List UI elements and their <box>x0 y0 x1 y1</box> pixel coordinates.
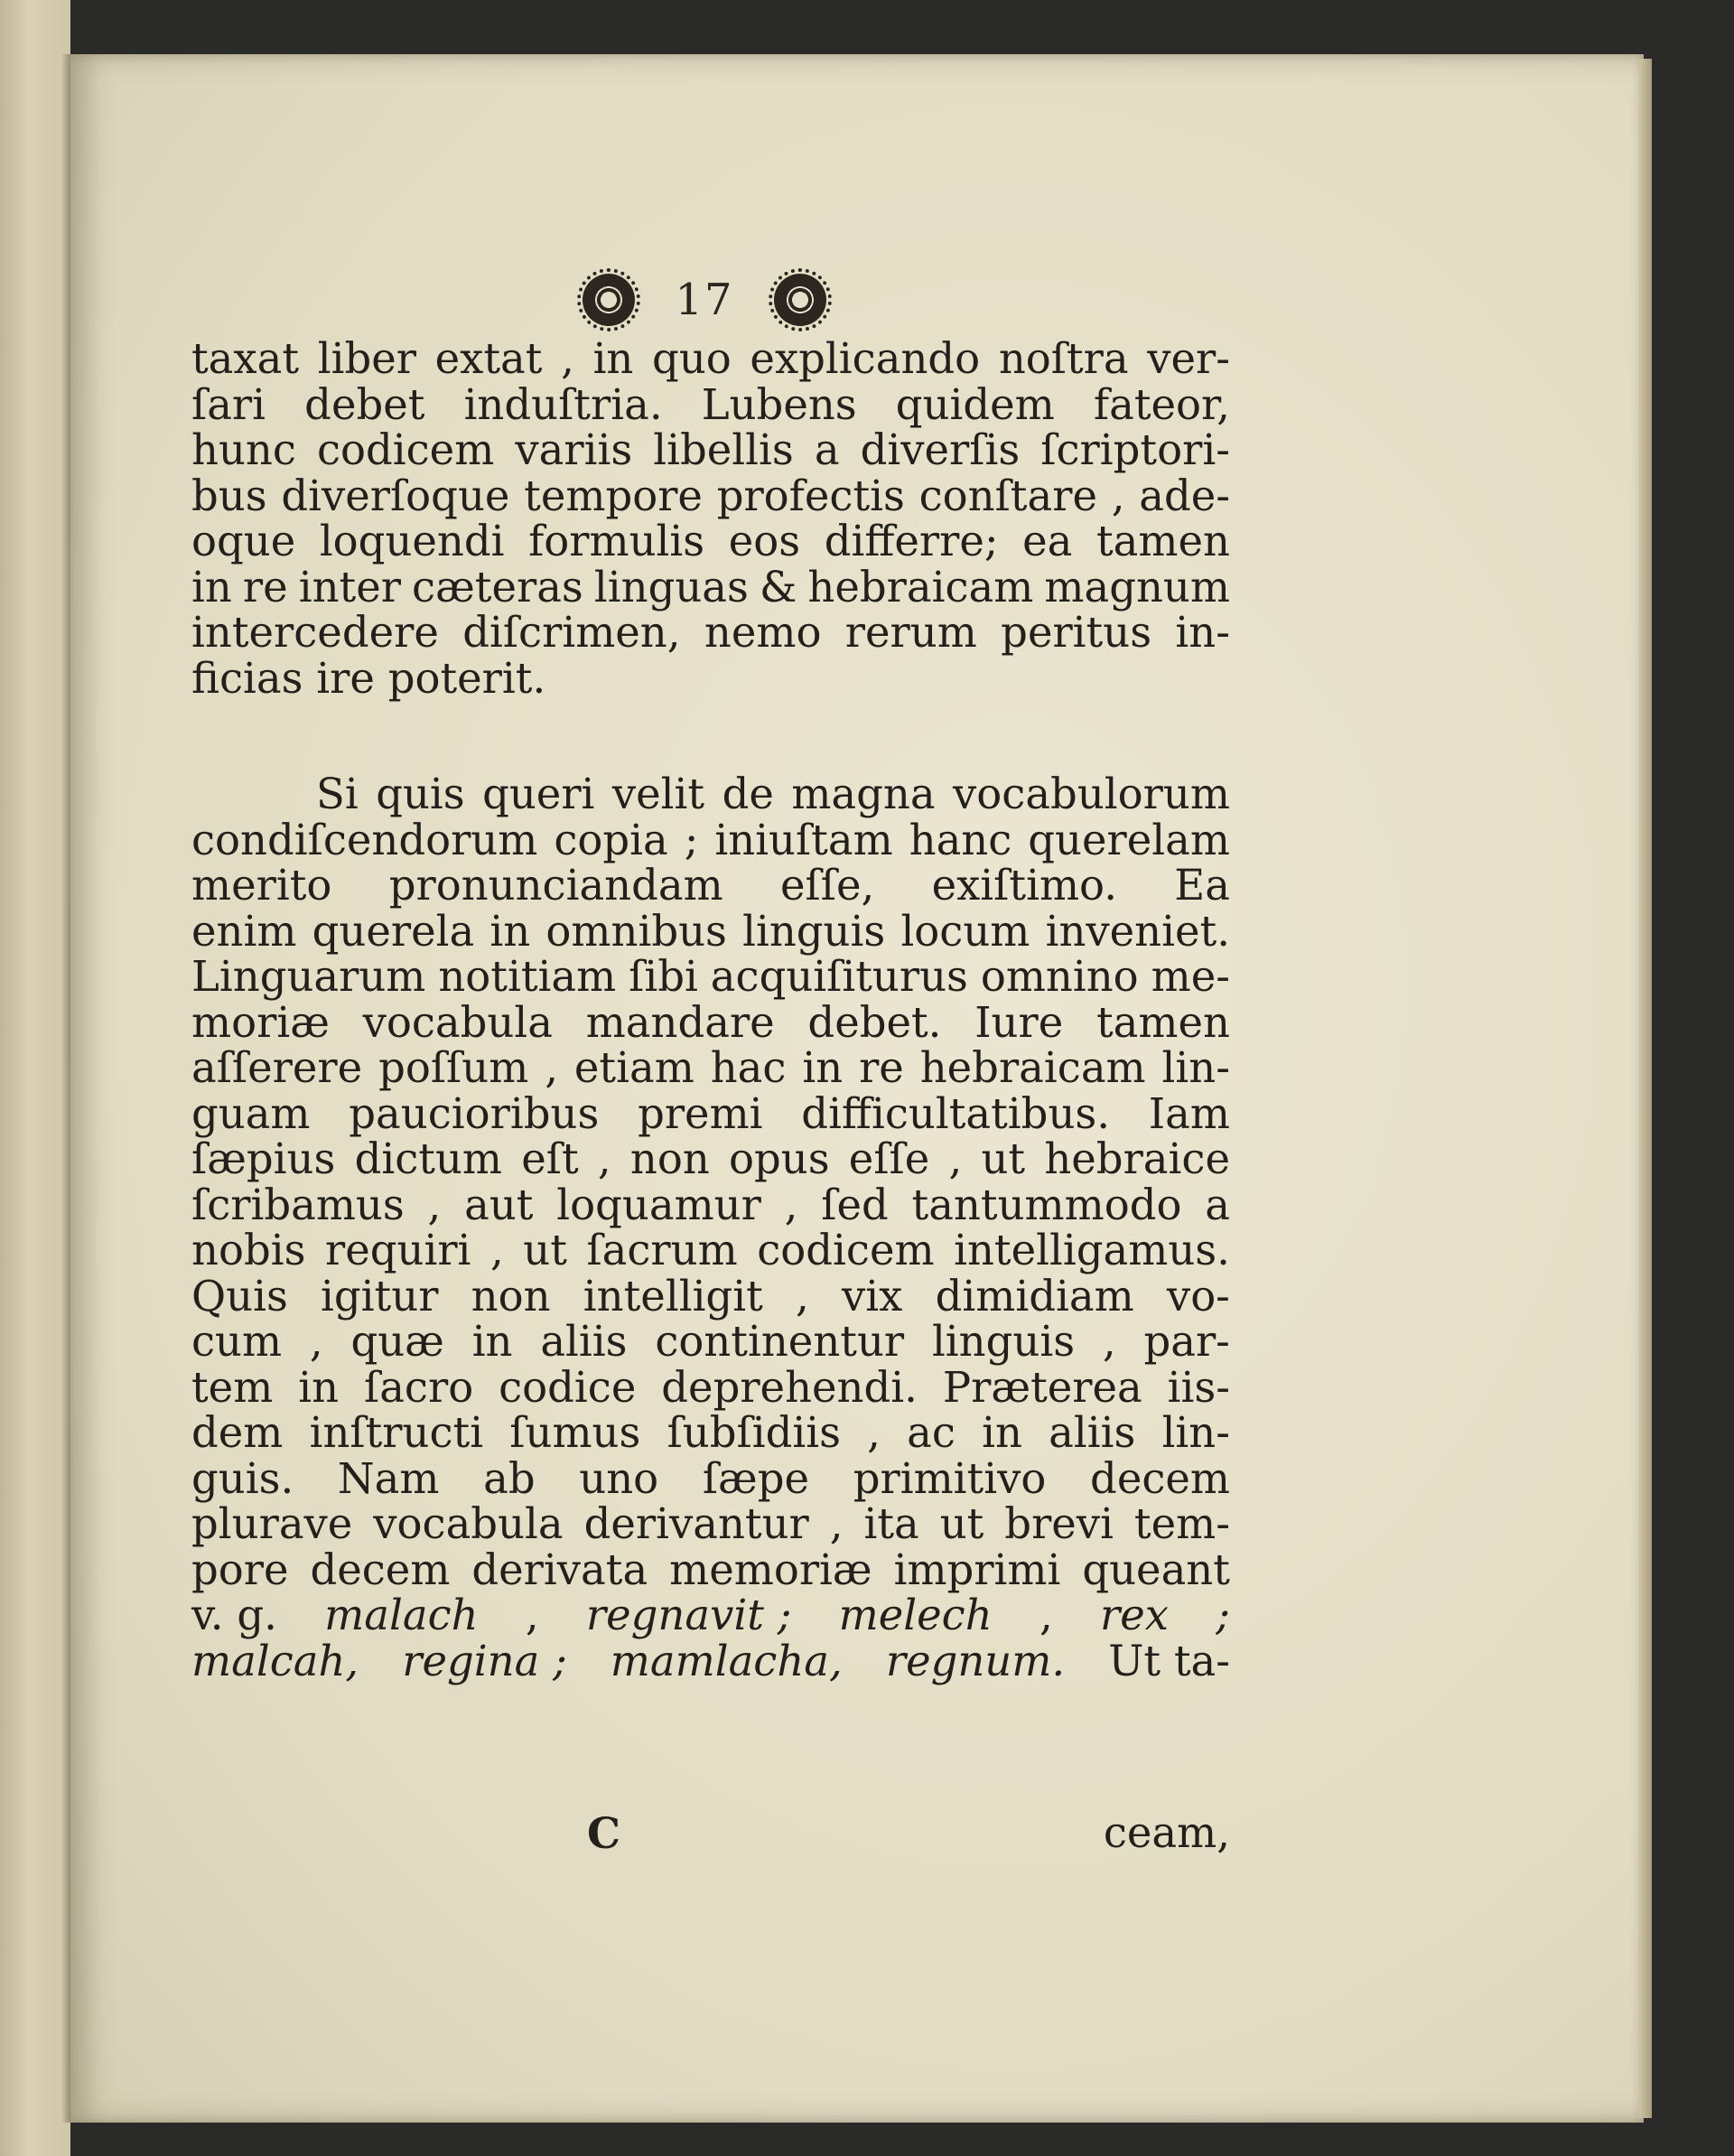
word: cæteras <box>412 562 583 611</box>
word: quo <box>652 334 732 383</box>
word: paucioribus <box>349 1088 600 1138</box>
text-line <box>191 610 1230 656</box>
word: difficultatibus. <box>801 1088 1111 1138</box>
word: Linguarum <box>191 952 426 1001</box>
word: diverſoque <box>281 471 510 520</box>
word: ſcribamus <box>191 1180 405 1229</box>
word: ſcriptori- <box>1040 425 1230 474</box>
word: primitivo <box>853 1453 1047 1503</box>
rosette-ornament-right-icon <box>774 274 826 326</box>
text-line <box>191 1547 1230 1593</box>
example-word: malach <box>324 1591 479 1639</box>
word: ſari <box>191 379 266 429</box>
word: peritus <box>1001 608 1152 657</box>
word: hebraicam <box>807 562 1034 611</box>
word: velit <box>611 770 705 818</box>
word: etiam <box>573 1043 695 1092</box>
word: eſſe, <box>780 861 875 910</box>
example-word: Ut ta- <box>1108 1636 1230 1685</box>
word: nemo <box>704 608 822 657</box>
word: ade- <box>1139 471 1230 520</box>
word: codicem <box>316 425 495 474</box>
word: omnibus <box>545 906 727 956</box>
example-word: mamlacha, <box>610 1636 843 1685</box>
text-line <box>191 997 1230 1047</box>
word: tantummodo <box>911 1180 1182 1229</box>
word: iniuſtam <box>714 815 893 864</box>
word: brevi <box>1004 1499 1114 1548</box>
signature-mark: C <box>587 1808 621 1858</box>
text-line <box>191 954 1230 1000</box>
word: ut <box>523 1226 567 1274</box>
word: in <box>802 1043 844 1092</box>
example-line <box>191 1592 1230 1638</box>
word: ver- <box>1147 334 1230 383</box>
word: aliis <box>1049 1408 1136 1457</box>
word: ſubſidiis <box>667 1408 841 1457</box>
word: a <box>814 425 840 474</box>
word: , <box>829 1499 844 1548</box>
facing-page-edge <box>0 0 70 2156</box>
paragraph-gap <box>191 701 1230 771</box>
word: ab <box>483 1453 536 1503</box>
word: re <box>859 1043 904 1092</box>
word: , <box>597 1134 611 1183</box>
word: ſacro <box>363 1362 474 1412</box>
word: differre; <box>824 517 999 565</box>
text-line <box>191 771 1230 817</box>
word: eſt <box>521 1134 579 1183</box>
text-line <box>191 1136 1230 1182</box>
page-header <box>551 264 858 336</box>
word: merito <box>191 861 332 910</box>
word: re <box>242 562 288 611</box>
word: eſſe <box>848 1134 930 1183</box>
word: , <box>489 1226 504 1274</box>
word: , <box>309 1317 323 1366</box>
word: queri <box>482 770 595 818</box>
word: Si <box>316 770 359 818</box>
text-line <box>191 906 1230 956</box>
word: ſacrum <box>586 1226 738 1274</box>
text-line <box>191 1182 1230 1228</box>
word: decem <box>1090 1453 1230 1503</box>
word: tem- <box>1133 1499 1230 1548</box>
word: omnino <box>980 952 1139 1001</box>
word: intelligamus. <box>954 1226 1230 1274</box>
text-line <box>191 1410 1230 1456</box>
word: Nam <box>337 1453 440 1503</box>
text-line <box>191 427 1230 473</box>
word: quæ <box>350 1317 444 1366</box>
word: in <box>191 562 232 611</box>
page-number: 17 <box>675 275 734 325</box>
word: derivata <box>471 1545 648 1594</box>
word: tem <box>191 1362 274 1412</box>
word: non <box>629 1134 710 1183</box>
page-fore-edge <box>1639 59 1652 2118</box>
word: noſtra <box>998 334 1129 383</box>
word: ut <box>981 1134 1026 1183</box>
word: , <box>427 1180 442 1229</box>
word: poſſum <box>378 1043 529 1092</box>
word: in- <box>1175 608 1230 657</box>
example-word: , <box>1039 1591 1053 1639</box>
word: vocabula <box>373 1499 564 1548</box>
word: de <box>722 770 774 818</box>
word: variis <box>515 425 633 474</box>
word: explicando <box>750 334 981 383</box>
word: iis- <box>1167 1362 1230 1412</box>
text-line <box>191 1227 1230 1274</box>
word: par- <box>1143 1317 1230 1366</box>
body-text <box>191 336 1230 1684</box>
word: ea <box>1022 517 1073 565</box>
word: rerum <box>844 608 977 657</box>
word: taxat <box>191 334 300 383</box>
word: deprehendi. <box>661 1362 918 1412</box>
text-line <box>191 817 1230 863</box>
word: guam <box>191 1088 311 1138</box>
word: hanc <box>909 815 1012 864</box>
text-line <box>191 1319 1230 1365</box>
word: intelligit <box>583 1271 763 1321</box>
word: debet. <box>807 997 942 1047</box>
word: copia <box>554 815 668 864</box>
word: dem <box>191 1408 284 1457</box>
word: libellis <box>653 425 794 474</box>
word: inveniet. <box>1045 906 1230 956</box>
word: hebraicam <box>919 1043 1146 1092</box>
book-gutter <box>61 54 70 2123</box>
word: decem <box>310 1545 451 1594</box>
example-word: ; <box>1216 1591 1230 1639</box>
text-line <box>191 1362 1230 1412</box>
word: Præterea <box>942 1362 1142 1412</box>
example-line <box>191 1638 1230 1685</box>
example-word: , <box>525 1591 539 1639</box>
word: dictum <box>354 1134 503 1183</box>
word: aliis <box>540 1317 628 1366</box>
word: quis <box>376 770 465 818</box>
word: bus <box>191 471 267 520</box>
word: in <box>471 1317 513 1366</box>
word: magnum <box>1044 562 1230 611</box>
word: intercedere <box>191 608 439 657</box>
word: ac <box>907 1408 956 1457</box>
word: hunc <box>191 425 296 474</box>
word: & <box>759 562 797 611</box>
word: in <box>982 1408 1022 1457</box>
word: premi <box>638 1088 763 1138</box>
word: ; <box>684 815 699 864</box>
word: ut <box>939 1499 984 1548</box>
page-footer <box>587 1808 1230 1858</box>
word: linguis <box>931 1317 1076 1366</box>
rosette-ornament-left-icon <box>583 274 635 326</box>
word: vix <box>842 1271 903 1321</box>
example-word: regina ; <box>402 1636 567 1685</box>
text-line <box>191 473 1230 519</box>
word: uno <box>579 1453 659 1503</box>
word: , <box>545 1043 558 1092</box>
word: notitiam <box>438 952 617 1001</box>
word: ſæpe <box>702 1453 810 1503</box>
word: continentur <box>655 1317 905 1366</box>
text-line <box>191 1501 1230 1547</box>
word: a <box>1205 1180 1230 1229</box>
word: diverſis <box>860 425 1021 474</box>
text-line <box>191 863 1230 909</box>
text-line <box>191 562 1230 611</box>
word: aut <box>464 1180 534 1229</box>
word: memoriæ <box>669 1545 872 1594</box>
word: profectis <box>716 471 905 520</box>
word: , <box>561 334 574 383</box>
example-word: malcah, <box>191 1636 359 1685</box>
word: quidem <box>895 379 1055 429</box>
word: aſſerere <box>191 1043 363 1092</box>
word: formulis <box>528 517 705 565</box>
word: oque <box>191 517 296 565</box>
word: loquendi <box>319 517 505 565</box>
word: guis. <box>191 1453 294 1503</box>
word: tempore <box>524 471 703 520</box>
word: Ea <box>1174 861 1230 910</box>
word: Iam <box>1148 1088 1230 1138</box>
word: tamen <box>1095 997 1230 1047</box>
word: conſtare <box>918 471 1097 520</box>
word: enim <box>191 906 297 956</box>
word: , <box>1111 471 1125 520</box>
word: loquamur <box>556 1180 761 1229</box>
word: , <box>784 1180 798 1229</box>
word: requiri <box>324 1226 471 1274</box>
word: Iure <box>974 997 1064 1047</box>
word: opus <box>729 1134 830 1183</box>
word: linguis <box>742 906 886 956</box>
word: , <box>867 1408 881 1457</box>
word: codicem <box>757 1226 935 1274</box>
word: vocabulorum <box>953 770 1230 818</box>
text-line <box>191 1453 1230 1503</box>
word: condiſcendorum <box>191 815 538 864</box>
word: nobis <box>191 1226 306 1274</box>
word: pore <box>191 1545 289 1594</box>
word: plurave <box>191 1499 353 1548</box>
word: induſtria. <box>463 379 663 429</box>
word: Lubens <box>701 379 857 429</box>
text-line <box>191 336 1230 382</box>
word: magna <box>791 770 936 818</box>
example-word: rex <box>1100 1591 1169 1639</box>
word: , <box>948 1134 963 1183</box>
word: hac <box>710 1043 787 1092</box>
word: inter <box>298 562 401 611</box>
word: ſibi <box>629 952 698 1001</box>
text-line <box>191 1045 1230 1091</box>
word: , <box>796 1271 809 1321</box>
word: lin- <box>1161 1408 1230 1457</box>
text-line <box>191 1271 1230 1321</box>
word: mandare <box>585 997 775 1047</box>
example-word: regnavit ; <box>585 1591 792 1639</box>
word: me- <box>1151 952 1230 1001</box>
word: non <box>471 1271 551 1321</box>
word: diſcrimen, <box>462 608 681 657</box>
word: liber <box>317 334 416 383</box>
word: inſtructi <box>309 1408 484 1457</box>
word: in <box>489 906 531 956</box>
word: dimidiam <box>935 1271 1134 1321</box>
word: moriæ <box>191 997 330 1047</box>
word: derivantur <box>583 1499 809 1548</box>
text-line <box>191 518 1230 565</box>
word: locum <box>900 906 1030 956</box>
word: linguas <box>593 562 749 611</box>
word: extat <box>434 334 543 383</box>
word: querelam <box>1028 815 1230 864</box>
word: acquiſiturus <box>710 952 968 1001</box>
word: cum <box>191 1317 283 1366</box>
word: pronunciandam <box>388 861 723 910</box>
text-line: ficias ire poterit. <box>191 653 546 703</box>
word: Quis <box>191 1271 288 1321</box>
word: querela <box>312 906 475 956</box>
word: debet <box>304 379 425 429</box>
word: ſumus <box>509 1408 641 1457</box>
word: in <box>592 334 634 383</box>
word: in <box>298 1362 340 1412</box>
word: exiſtimo. <box>931 861 1117 910</box>
word: , <box>1102 1317 1116 1366</box>
word: queant <box>1082 1545 1230 1594</box>
catchword: ceam, <box>1103 1808 1230 1857</box>
word: eos <box>728 517 801 565</box>
word: ſed <box>821 1180 889 1229</box>
example-word: v. g. <box>191 1591 277 1639</box>
example-word: regnum. <box>885 1636 1066 1685</box>
word: ſæpius <box>191 1134 336 1183</box>
text-line <box>191 1088 1230 1138</box>
text-line <box>191 379 1230 429</box>
word: lin- <box>1161 1043 1230 1092</box>
word: igitur <box>321 1271 439 1321</box>
example-word: melech <box>838 1591 993 1639</box>
word: tamen <box>1095 517 1230 565</box>
word: codice <box>499 1362 637 1412</box>
word: vo- <box>1166 1271 1230 1321</box>
word: vocabula <box>362 997 553 1047</box>
word: fateor, <box>1093 379 1230 429</box>
word: hebraice <box>1044 1134 1230 1183</box>
word: imprimi <box>893 1545 1061 1594</box>
word: ita <box>863 1499 919 1548</box>
